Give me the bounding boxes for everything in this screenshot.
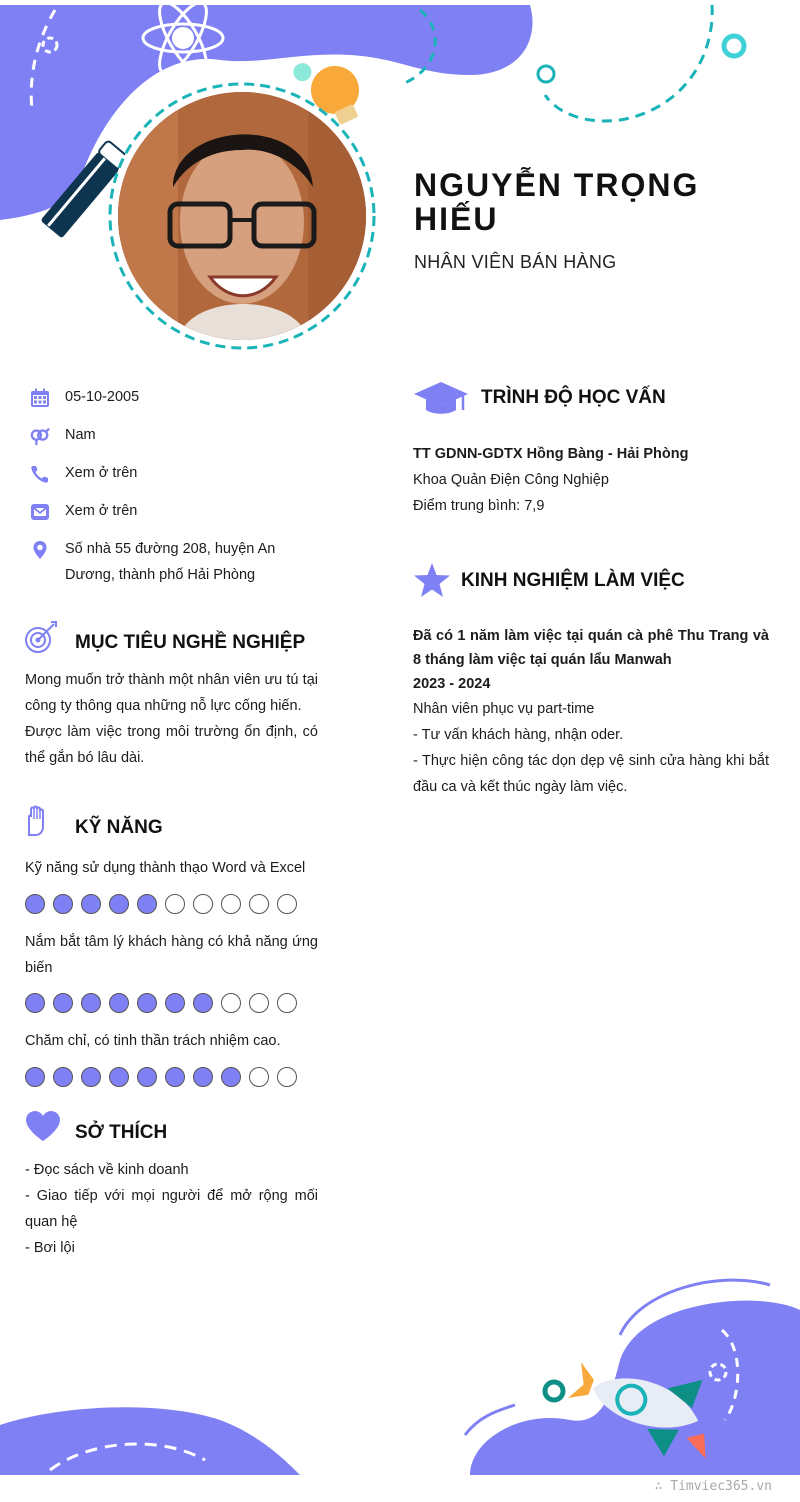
phone-value: Xem ở trên [65, 465, 138, 481]
birthdate-value: 05-10-2005 [65, 389, 140, 405]
skill-2-label: Nắm bắt tâm lý khách hàng có khả năng ứng biến [25, 934, 318, 976]
rating-dot-filled [165, 1067, 185, 1087]
rating-dot-filled [25, 1067, 45, 1087]
rating-dot-filled [53, 1067, 73, 1087]
skill-1-rating [25, 894, 297, 914]
rating-dot-empty [193, 894, 213, 914]
rating-dot-filled [165, 993, 185, 1013]
experience-details [413, 624, 769, 800]
gender-value: Nam [65, 427, 96, 443]
job-title: NHÂN VIÊN BÁN HÀNG [414, 252, 617, 272]
profile-photo [118, 92, 366, 340]
skill-3-rating [25, 1067, 297, 1087]
address-value: Số nhà 55 đường 208, huyện An Dương, thành phố Hải Phòng [65, 541, 276, 583]
hobby-3: - Bơi lội [25, 1240, 75, 1256]
rating-dot-empty [277, 894, 297, 914]
experience-company: Đã có 1 năm làm việc tại quán cà phê Thu Trang và 8 tháng làm việc tại quán lẩu Manwah [413, 628, 769, 668]
rating-dot-filled [109, 993, 129, 1013]
experience-period: 2023 - 2024 [413, 676, 491, 692]
rating-dot-filled [25, 894, 45, 914]
rating-dot-filled [137, 993, 157, 1013]
rating-dot-empty [249, 1067, 269, 1087]
hobbies-text [25, 1157, 318, 1261]
hobby-1: - Đọc sách về kinh doanh [25, 1162, 189, 1178]
rating-dot-filled [53, 993, 73, 1013]
experience-position: Nhân viên phục vụ part-time [413, 701, 595, 717]
avatar [118, 92, 366, 340]
rating-dot-empty [221, 993, 241, 1013]
graduation-cap-icon [413, 378, 469, 416]
rating-dot-filled [193, 993, 213, 1013]
major: Khoa Quản Điện Công Nghiệp [413, 472, 609, 488]
rating-dot-empty [165, 894, 185, 914]
hobbies-title: SỞ THÍCH [75, 1122, 168, 1143]
location-pin-icon [30, 540, 50, 560]
rating-dot-empty [277, 1067, 297, 1087]
rating-dot-filled [81, 1067, 101, 1087]
rating-dot-empty [277, 993, 297, 1013]
school-name: TT GDNN-GDTX Hồng Bàng - Hải Phòng [413, 446, 689, 462]
objective-line-2: Được làm việc trong môi trường ổn định, có thể gắn bó lâu dài. [25, 724, 318, 766]
objective-text [25, 667, 318, 771]
rating-dot-filled [137, 894, 157, 914]
rating-dot-empty [221, 894, 241, 914]
rating-dot-filled [109, 1067, 129, 1087]
rating-dot-filled [53, 894, 73, 914]
rating-dot-filled [109, 894, 129, 914]
watermark: ∴ Timviec365.vn [654, 1479, 772, 1494]
calendar-icon [30, 388, 50, 408]
target-icon [24, 620, 58, 654]
rating-dot-filled [25, 993, 45, 1013]
rating-dot-filled [81, 993, 101, 1013]
rating-dot-filled [137, 1067, 157, 1087]
star-icon [413, 562, 451, 598]
objective-line-1: Mong muốn trở thành một nhân viên ưu tú tại công ty thông qua những nỗ lực cống hiến. [25, 672, 318, 714]
hand-icon [24, 805, 48, 837]
heart-icon [24, 1110, 62, 1142]
education-details [413, 441, 773, 519]
email-value: Xem ở trên [65, 503, 138, 519]
rating-dot-filled [81, 894, 101, 914]
experience-title: KINH NGHIỆM LÀM VIỆC [461, 570, 685, 591]
gpa: Điểm trung bình: 7,9 [413, 498, 545, 514]
experience-duty-2: - Thực hiện công tác dọn dẹp vệ sinh cửa hàng khi bắt đầu ca và kết thúc ngày làm việc. [413, 753, 769, 795]
objective-title: MỤC TIÊU NGHỀ NGHIỆP [75, 632, 306, 653]
skill-3-label: Chăm chỉ, có tinh thần trách nhiệm cao. [25, 1033, 281, 1049]
skills-title: KỸ NĂNG [75, 817, 163, 838]
skill-2-rating [25, 993, 297, 1013]
skill-1-label: Kỹ năng sử dụng thành thạo Word và Excel [25, 860, 306, 876]
rating-dot-empty [249, 993, 269, 1013]
candidate-name: NGUYỄN TRỌNG HIẾU [414, 167, 700, 237]
phone-icon [30, 464, 50, 484]
rating-dot-filled [221, 1067, 241, 1087]
education-title: TRÌNH ĐỘ HỌC VẤN [481, 387, 666, 408]
email-icon [30, 502, 50, 522]
gender-icon [30, 426, 50, 446]
rating-dot-empty [249, 894, 269, 914]
experience-duty-1: - Tư vấn khách hàng, nhận oder. [413, 727, 624, 743]
rating-dot-filled [193, 1067, 213, 1087]
hobby-2: - Giao tiếp với mọi người để mở rộng mối quan hệ [25, 1188, 318, 1230]
